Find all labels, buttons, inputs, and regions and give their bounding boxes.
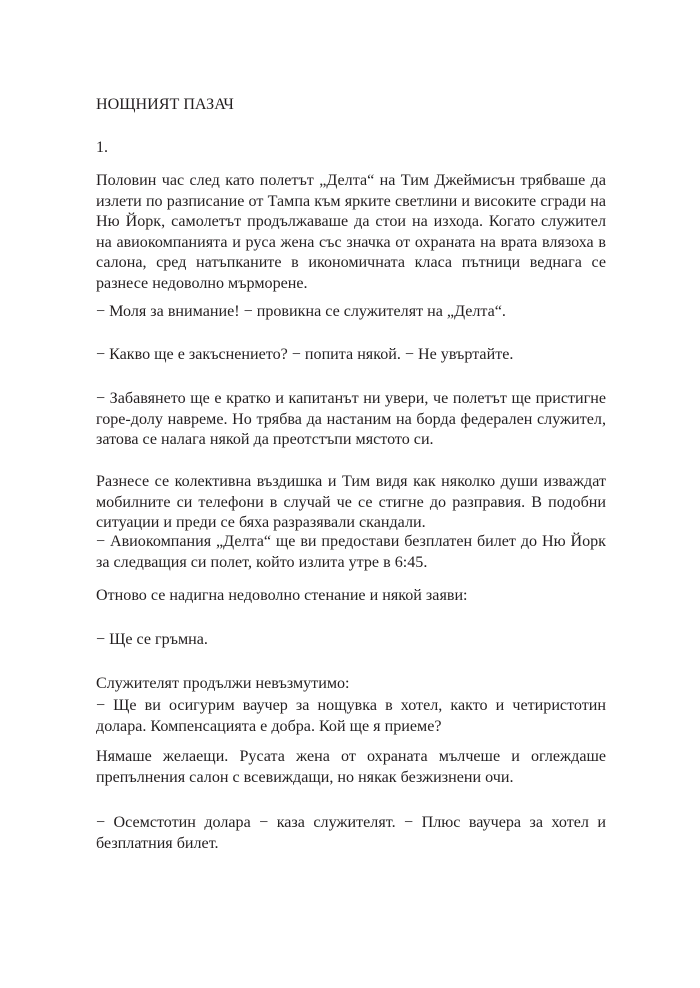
paragraph: Разнесе се колективна въздишка и Тим видя как няколко души изваждат мобилните си телефони в случай че се стигне до разправия. В подобни ситуации и преди се бяха разразявали скандали.	[96, 473, 606, 531]
paragraph: − Осемстотин долара − каза служителят. − Плюс ваучера за хотел и безплатния билет.	[96, 814, 606, 852]
paragraph: − Ще ви осигурим ваучер за нощувка в хотел, както и четиристотин долара. Компенсацията е добра. Кой ще я приеме?	[96, 697, 606, 735]
paragraph: − Авиокомпания „Делта“ ще ви предостави безплатен билет до Ню Йорк за следващия си полет, който излита утре в 6:45.	[96, 533, 606, 571]
chapter-number: 1.	[96, 139, 109, 156]
paragraph: Нямаше желаещи. Русата жена от охраната мълчеше и оглеждаше препълнения салон с всевиждащи, но някак безжизнени очи.	[96, 748, 606, 786]
paragraph: − Какво ще е закъснението? − попита някой. − Не увъртайте.	[96, 346, 514, 363]
paragraph: Половин час след като полетът „Делта“ на Тим Джеймисън трябваше да излети по разписание от Тампа към ярките светлини и високите сгради на Ню Йорк, самолетът продължаваше да стои на изхода. Когато служител на авиокомпанията и руса жена със значка от охраната на врата влязоха в салона, сред натъпканите в икономичната класа пътници веднага се разнесе недоволно мърморене.	[96, 172, 606, 292]
paragraph: − Забавянето ще е кратко и капитанът ни увери, че полетът ще пристигне горе-долу навреме. Но трябва да настаним на борда федерален служител, затова се налага някой да преотстъпи мястото си.	[96, 390, 606, 448]
page-title: НОЩНИЯТ ПАЗАЧ	[96, 96, 234, 113]
paragraph: − Моля за внимание! − провикна се служителят на „Делта“.	[96, 303, 506, 320]
paragraph: Отново се надигна недоволно стенание и някой заяви:	[96, 587, 468, 604]
paragraph: Служителят продължи невъзмутимо:	[96, 675, 350, 692]
paragraph: − Ще се гръмна.	[96, 631, 208, 648]
